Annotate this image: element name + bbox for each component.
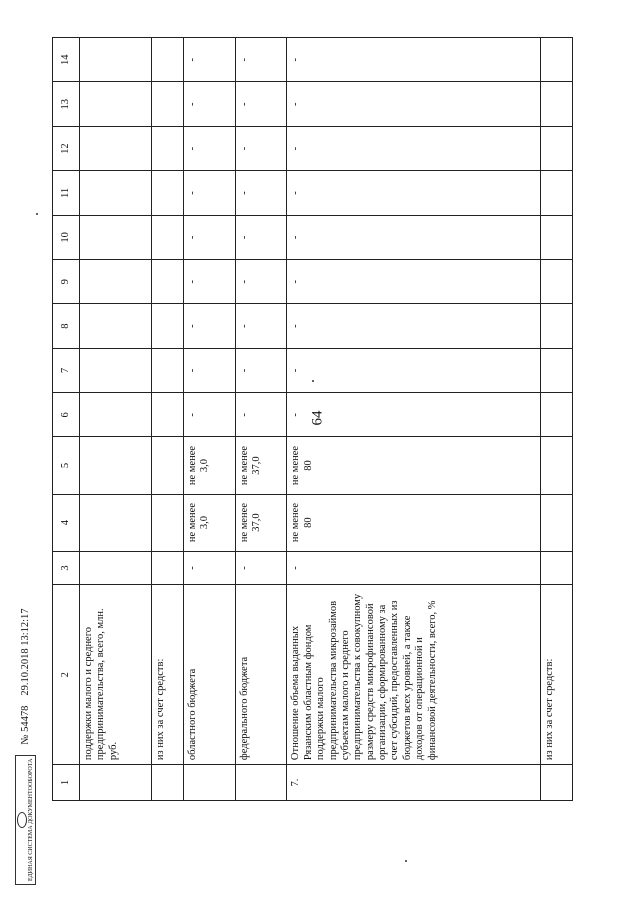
value-cell-col-13 bbox=[541, 82, 573, 126]
value-cell-col-8: - bbox=[183, 304, 235, 348]
value-cell-col-8 bbox=[152, 304, 184, 348]
column-header-8: 8 bbox=[53, 304, 80, 348]
value-cell-col-8: - bbox=[235, 304, 287, 348]
row-number bbox=[541, 765, 573, 801]
value-cell-col-13 bbox=[80, 82, 152, 126]
value-cell-col-14: - bbox=[183, 38, 235, 83]
value-cell-col-11: - bbox=[235, 171, 287, 215]
value-cell-col-5: не менее 3,0 bbox=[183, 437, 235, 494]
row-number bbox=[80, 765, 152, 801]
value-cell-col-13: - bbox=[183, 82, 235, 126]
value-cell-col-11: - bbox=[183, 171, 235, 215]
value-cell-col-10: - bbox=[183, 215, 235, 259]
value-cell-col-11: - bbox=[287, 171, 541, 215]
edo-stamp bbox=[15, 755, 36, 885]
value-cell-col-8 bbox=[80, 304, 152, 348]
value-cell-col-9: - bbox=[183, 260, 235, 304]
column-header-9: 9 bbox=[53, 260, 80, 304]
column-header-10: 10 bbox=[53, 215, 80, 259]
value-cell-col-4 bbox=[541, 494, 573, 551]
value-cell-col-6 bbox=[152, 393, 184, 437]
value-cell-col-12 bbox=[152, 126, 184, 170]
value-cell-col-9 bbox=[541, 260, 573, 304]
value-cell-col-14 bbox=[80, 38, 152, 83]
indicator-name: Отношение объема выданных Рязанским областным фондом поддержки малого предпринимательства микрозаймов субъектам малого и среднего предпринимательства к совокупному размеру средств микрофинансовой организации, сформированному за счет субсидий, предоставленных из бюджетов всех уровней, а также доходов от операционной и финансовой деятельности, всего, % bbox=[287, 585, 541, 765]
value-cell-col-10 bbox=[80, 215, 152, 259]
value-cell-col-5: не менее 80 bbox=[287, 437, 541, 494]
value-cell-col-3 bbox=[541, 551, 573, 585]
value-cell-col-4: не менее 3,0 bbox=[183, 494, 235, 551]
table-row bbox=[235, 38, 287, 801]
value-cell-col-3: - bbox=[287, 551, 541, 585]
value-cell-col-6 bbox=[80, 393, 152, 437]
value-cell-col-14 bbox=[541, 38, 573, 83]
data-table bbox=[52, 37, 573, 801]
stamp-text: ЕДИНАЯ СИСТЕМА ДОКУМЕНТООБОРОТА bbox=[28, 758, 34, 881]
value-cell-col-9 bbox=[152, 260, 184, 304]
value-cell-col-7 bbox=[541, 348, 573, 392]
column-header-6: 6 bbox=[53, 393, 80, 437]
value-cell-col-11 bbox=[541, 171, 573, 215]
value-cell-col-14 bbox=[152, 38, 184, 83]
table-row bbox=[541, 38, 573, 801]
value-cell-col-6: - bbox=[235, 393, 287, 437]
value-cell-col-4 bbox=[152, 494, 184, 551]
value-cell-col-7: - bbox=[235, 348, 287, 392]
value-cell-col-7 bbox=[80, 348, 152, 392]
document-footer bbox=[15, 608, 36, 885]
value-cell-col-12: - bbox=[287, 126, 541, 170]
value-cell-col-9 bbox=[80, 260, 152, 304]
column-header-14: 14 bbox=[53, 38, 80, 83]
column-header-3: 3 bbox=[53, 551, 80, 585]
value-cell-col-7: - bbox=[183, 348, 235, 392]
value-cell-col-11 bbox=[80, 171, 152, 215]
value-cell-col-7: - bbox=[287, 348, 541, 392]
table-row bbox=[287, 38, 541, 801]
value-cell-col-5: не менее 37,0 bbox=[235, 437, 287, 494]
column-header-5: 5 bbox=[53, 437, 80, 494]
value-cell-col-14: - bbox=[287, 38, 541, 83]
value-cell-col-5 bbox=[152, 437, 184, 494]
value-cell-col-5 bbox=[80, 437, 152, 494]
value-cell-col-12 bbox=[541, 126, 573, 170]
table-row bbox=[80, 38, 152, 801]
value-cell-col-13 bbox=[152, 82, 184, 126]
column-header-4: 4 bbox=[53, 494, 80, 551]
value-cell-col-4: не менее 37,0 bbox=[235, 494, 287, 551]
value-cell-col-8: - bbox=[287, 304, 541, 348]
table-header-row bbox=[53, 38, 80, 801]
value-cell-col-12 bbox=[80, 126, 152, 170]
value-cell-col-6 bbox=[541, 393, 573, 437]
column-header-2: 2 bbox=[53, 585, 80, 765]
column-header-1: 1 bbox=[53, 765, 80, 801]
indicator-name: поддержки малого и среднего предпринимательства, всего, млн. руб. bbox=[80, 585, 152, 765]
indicator-name: из них за счет средств: bbox=[541, 585, 573, 765]
value-cell-col-8 bbox=[541, 304, 573, 348]
scan-speck bbox=[405, 860, 407, 862]
row-number: 7. bbox=[287, 765, 541, 801]
value-cell-col-9: - bbox=[235, 260, 287, 304]
row-number bbox=[183, 765, 235, 801]
value-cell-col-11 bbox=[152, 171, 184, 215]
table-row bbox=[152, 38, 184, 801]
value-cell-col-9: - bbox=[287, 260, 541, 304]
page-number: 64 bbox=[309, 410, 326, 426]
value-cell-col-4: не менее 80 bbox=[287, 494, 541, 551]
column-header-7: 7 bbox=[53, 348, 80, 392]
value-cell-col-10: - bbox=[287, 215, 541, 259]
document-datetime: 29.10.2018 13:12:17 bbox=[20, 608, 32, 696]
table-row bbox=[183, 38, 235, 801]
column-header-11: 11 bbox=[53, 171, 80, 215]
scan-speck bbox=[36, 213, 38, 215]
indicator-name: федерального бюджета bbox=[235, 585, 287, 765]
column-header-12: 12 bbox=[53, 126, 80, 170]
indicator-name: областного бюджета bbox=[183, 585, 235, 765]
value-cell-col-4 bbox=[80, 494, 152, 551]
value-cell-col-10 bbox=[541, 215, 573, 259]
document-number: № 54478 bbox=[20, 705, 32, 745]
value-cell-col-12: - bbox=[235, 126, 287, 170]
value-cell-col-12: - bbox=[183, 126, 235, 170]
indicator-name: из них за счет средств: bbox=[152, 585, 184, 765]
value-cell-col-10: - bbox=[235, 215, 287, 259]
value-cell-col-13: - bbox=[287, 82, 541, 126]
row-number bbox=[152, 765, 184, 801]
value-cell-col-3 bbox=[152, 551, 184, 585]
value-cell-col-3: - bbox=[235, 551, 287, 585]
rotated-table-container bbox=[52, 37, 573, 801]
column-header-13: 13 bbox=[53, 82, 80, 126]
value-cell-col-3 bbox=[80, 551, 152, 585]
value-cell-col-3: - bbox=[183, 551, 235, 585]
value-cell-col-14: - bbox=[235, 38, 287, 83]
value-cell-col-7 bbox=[152, 348, 184, 392]
value-cell-col-13: - bbox=[235, 82, 287, 126]
value-cell-col-6: - bbox=[287, 393, 541, 437]
value-cell-col-5 bbox=[541, 437, 573, 494]
row-number bbox=[235, 765, 287, 801]
value-cell-col-10 bbox=[152, 215, 184, 259]
value-cell-col-6: - bbox=[183, 393, 235, 437]
edo-logo-icon bbox=[17, 812, 27, 828]
